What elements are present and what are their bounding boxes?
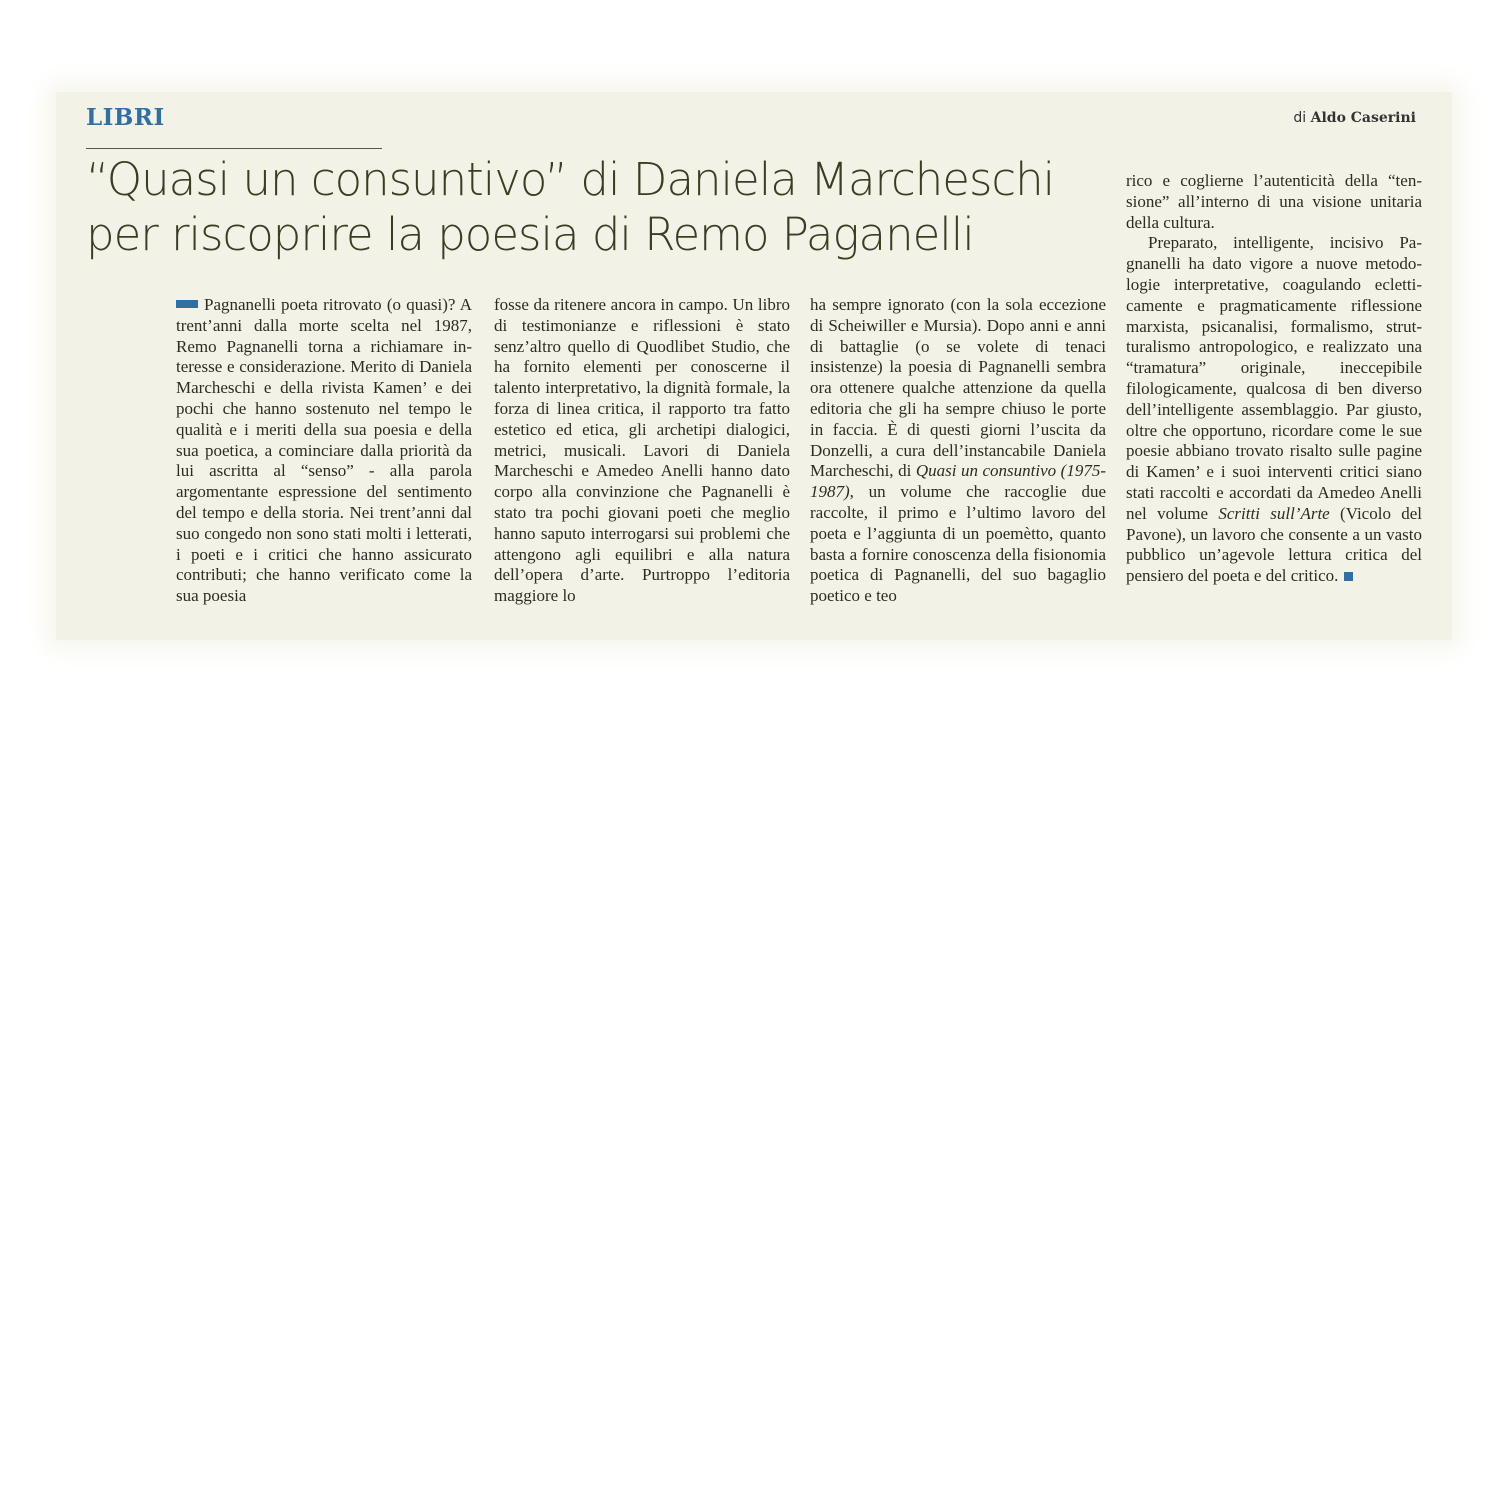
volume-title: Scritti sull’Arte	[1218, 503, 1330, 523]
byline-prefix: di	[1293, 110, 1307, 126]
byline-author: Aldo Caserini	[1310, 110, 1416, 126]
column-4-text-b: (Vicolo del Pavone), un lavoro che consente a un vasto pubblico un’agevole lettura critica del pensiero del poeta e del critico.	[1126, 503, 1423, 586]
headline-line-1: “Quasi un consuntivo” di Daniela Marcheschi	[86, 153, 1055, 206]
column-3-text-b: , un volume che raccoglie due raccolte, il primo e l’ultimo lavoro del poeta e l’aggiunta di un poemètto, quanto basta a fornire conoscenza della fisionomia poetica di Pagnanelli, del suo bagaglio poetico e teo	[810, 482, 1106, 606]
end-mark-icon	[1344, 572, 1353, 581]
article-column-2	[494, 295, 790, 607]
section-label: LIBRI	[86, 104, 165, 131]
article-column-4	[1126, 171, 1422, 587]
headline-line-2: per riscoprire la poesia di Remo Paganelli	[86, 208, 974, 261]
book-title: Quasi un consuntivo (1975-1987)	[810, 461, 1106, 502]
article-column-1	[176, 295, 472, 607]
column-3-text-a: ha sempre ignorato (con la sola eccezione di Scheiwiller e Mursia). Dopo anni e anni di battaglie (o se volete di tenaci insistenze) la poesia di Pagnanelli sembra ora ottenere qualche attenzione da quella editoria che gli ha sempre chiuso le porte in faccia. È di questi giorni l’uscita da Donzelli, a cura dell’instancabile Daniela Marcheschi, di	[810, 295, 1106, 481]
headline	[86, 152, 1106, 262]
section-rule	[86, 148, 382, 149]
column-2-text: fosse da ritenere ancora in campo. Un libro di testimonianze e riflessioni è stato senz’altro quello di Quodlibet Studio, che ha fornito elementi per conoscerne il talento interpretativo, la dignità formale, la forza di linea critica, il rapporto tra fatto estetico ed etica, gli archetipi dialogici, metrici, musicali. Lavori di Daniela Marcheschi e Amedeo Anelli hanno dato corpo alla convinzione che Pagnanelli è stato tra pochi giovani poeti che meglio hanno saputo interrogarsi sui problemi che attengono agli equilibri e alla natura dell’opera d’arte. Purtroppo l’editoria maggiore lo	[494, 295, 790, 606]
column-1-text: Pagnanelli poeta ritrovato (o quasi)? A trent’anni dalla morte scelta nel 1987, Remo Pagnanelli torna a richiamare interesse e considerazione. Merito di Daniela Marcheschi e della rivista Kamen’ e dei pochi che hanno sostenuto nel tempo le qualità e i meriti della sua poesia e della sua poetica, a cominciare dalla priorità da lui ascritta al “senso” - alla parola argomentante espressione del sentimento del tempo e della storia. Nei trent’anni dal suo congedo non sono stati molti i letterati, i poeti e i critici che hanno assicurato contributi; che hanno verificato come la sua poesia	[176, 295, 472, 606]
lead-marker-icon	[176, 300, 198, 308]
column-4-paragraph-1: rico e coglierne l’autenticità della “tensione” all’interno di una visione unitaria della cultura.	[1126, 171, 1422, 232]
byline	[1293, 110, 1416, 126]
article-column-3	[810, 295, 1106, 607]
column-4-text-a: Preparato, intelligente, incisivo Pagnanelli ha dato vigore a nuove metodologie interpretative, coagulando ecletticamente e pragmaticamente riflessione marxista, psicanalisi, formalismo, strutturalismo antropologico, e realizzato una “tramatura” originale, ineccepibile filologicamente, qualcosa di ben diverso dell’intelligente assemblaggio. Par giusto, oltre che opportuno, ricordare come le sue poesie abbiano trovato risalto sulle pagine di Kamen’ e i suoi interventi critici siano stati raccolti e accordati da Amedeo Anelli nel volume	[1126, 233, 1422, 523]
